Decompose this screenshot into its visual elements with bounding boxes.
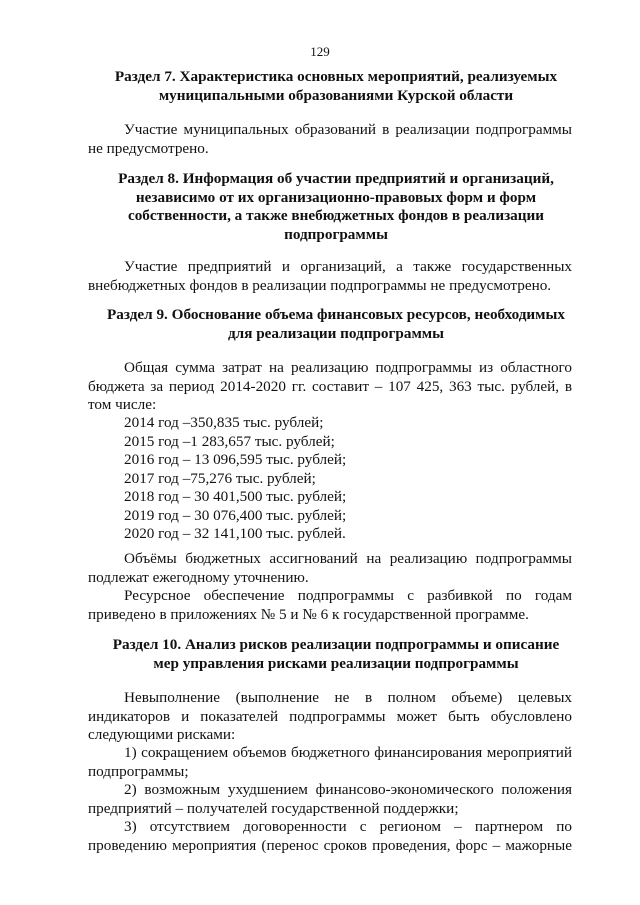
section10-intro: Невыполнение (выполнение не в полном объеме) целевых индикаторов и показателей подпрограммы может быть обусловлено следующими рисками: [88, 689, 572, 743]
section7-text: Участие муниципальных образований в реализации подпрограммы не предусмотрено. [88, 121, 572, 157]
risk-item: 3) отсутствием договоренности с регионом – партнером по проведению мероприятия (перенос сроков проведения, форс – мажорные [88, 818, 572, 854]
section7-heading: Раздел 7. Характеристика основных мероприятий, реализуемых муниципальными образованиями Курской области [114, 68, 558, 104]
year-row: 2020 год – 32 141,100 тыс. рублей. [124, 525, 346, 542]
year-row: 2014 год –350,835 тыс. рублей; [124, 414, 324, 431]
section10-heading: Раздел 10. Анализ рисков реализации подпрограммы и описание мер управления рисками реализации подпрограммы [112, 636, 560, 672]
year-row: 2018 год – 30 401,500 тыс. рублей; [124, 488, 347, 505]
page-number: 129 [310, 44, 330, 59]
section9-note2: Ресурсное обеспечение подпрограммы с разбивкой по годам приведено в приложениях № 5 и № 6 к государственной программе. [88, 587, 572, 623]
section9-note1: Объёмы бюджетных ассигнований на реализацию подпрограммы подлежат ежегодному уточнению. [88, 550, 572, 586]
risk-item: 1) сокращением объемов бюджетного финансирования мероприятий подпрограммы; [88, 744, 572, 780]
year-row: 2017 год –75,276 тыс. рублей; [124, 469, 316, 487]
section9-heading: Раздел 9. Обоснование объема финансовых ресурсов, необходимых для реализации подпрограммы [107, 306, 565, 342]
section8-text: Участие предприятий и организаций, а также государственных внебюджетных фондов в реализации подпрограммы не предусмотрено. [88, 258, 572, 294]
year-row: 2019 год – 30 076,400 тыс. рублей; [124, 506, 347, 524]
section9-intro: Общая сумма затрат на реализацию подпрограммы из областного бюджета за период 2014-2020 гг. составит – 107 425, 363 тыс. рублей, в том числе: [88, 359, 572, 413]
risk-item: 2) возможным ухудшением финансово-экономического положения предприятий – получателей государственной поддержки; [88, 781, 572, 817]
year-list [124, 414, 346, 544]
year-row: 2016 год – 13 096,595 тыс. рублей; [124, 451, 347, 468]
year-row: 2015 год –1 283,657 тыс. рублей; [124, 432, 335, 450]
section8-heading: Раздел 8. Информация об участии предприятий и организаций, независимо от их организационно-правовых форм и форм собственности, а также внебюджетных фондов в реализации подпрограммы [118, 170, 554, 243]
